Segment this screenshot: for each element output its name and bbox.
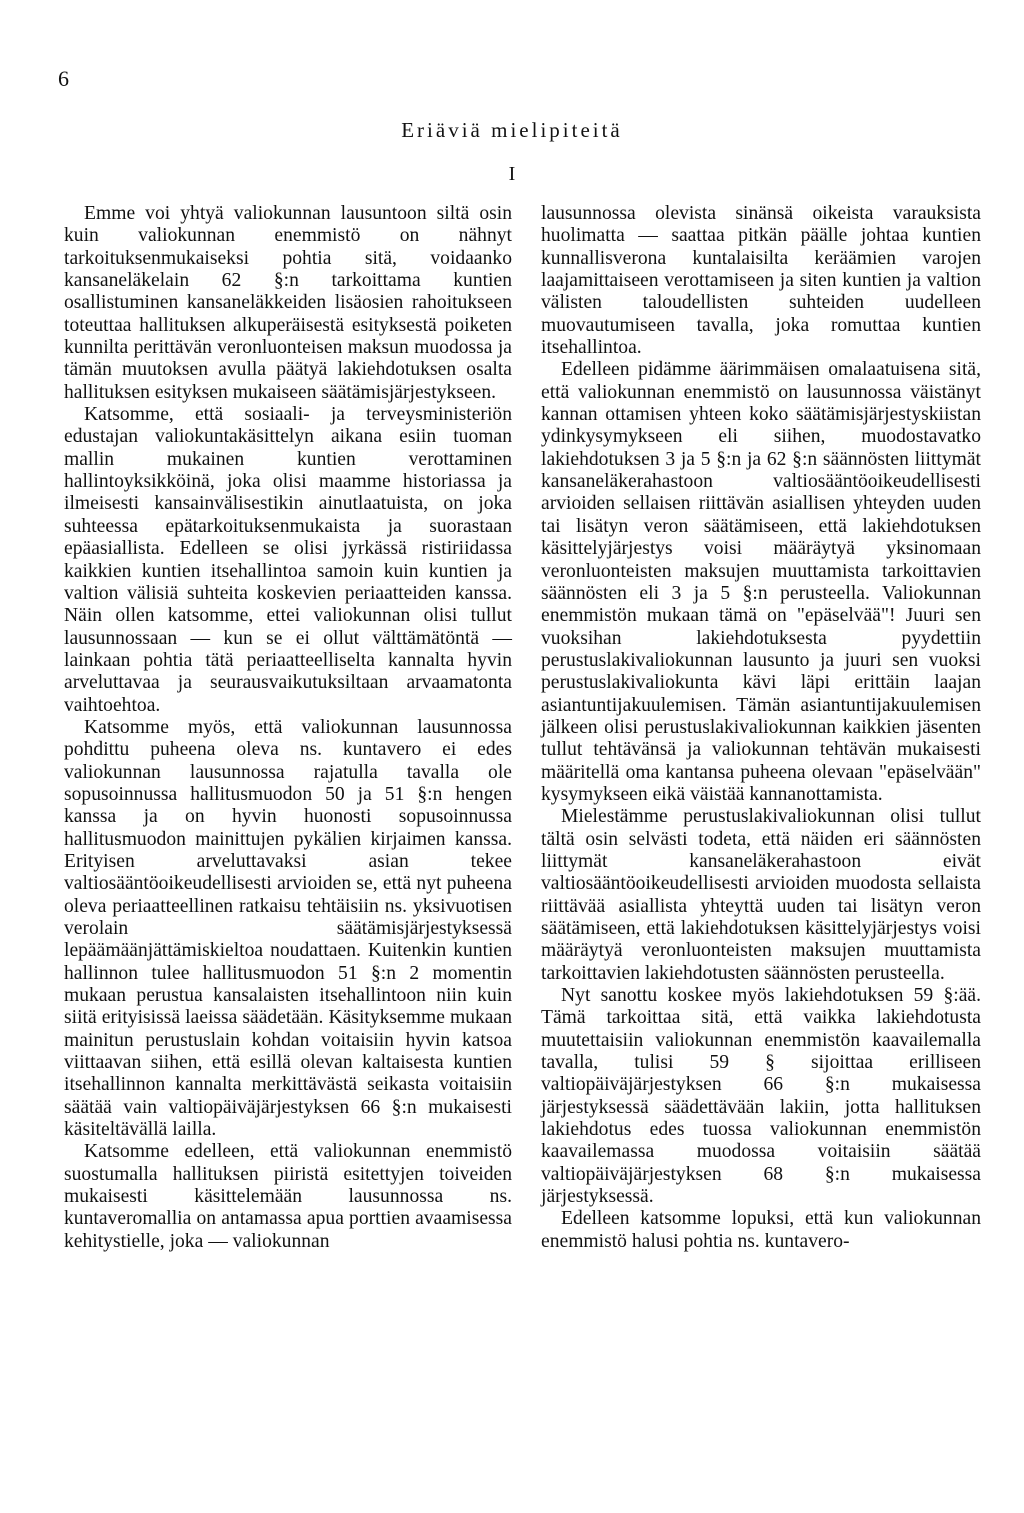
paragraph-continuation: lausunnossa olevista sinänsä oikeista varauksista huolimatta — saattaa pitkän päälle johtaa kuntien kunnallisverona kuntalaisilta keräämien varojen laajamittaiseen verottamiseen ja siten kuntien ja valtion välisten taloudellisten suhteiden uudelleen muovautumiseen tavalla, joka romuttaa kuntien itsehallintoa.: [541, 203, 981, 359]
section-number: I: [508, 163, 516, 185]
paragraph: Katsomme, että sosiaali- ja terveysministeriön edustajan valiokuntakäsittelyn aikana esiin tuoman mallin mukainen kuntien verottaminen hallintoyksikköinä, joka olisi maamme historiassa ja ilmeisesti kansainvälisestikin ainutlaatuista, on joka suhteessa epätarkoituksenmukaista ja suorastaan epäasiallista. Edelleen se olisi jyrkässä ristiriidassa kaikkien kuntien itsehallintoa samoin kuin kuntien ja valtion välisiä suhteita koskevien periaatteiden kanssa. Näin ollen katsomme, ettei valiokunnan olisi tullut lausunnossaan — kun se ei ollut välttämätöntä — lainkaan pohtia tätä periaatteelliselta kannalta hyvin arveluttavaa ja seurausvaikutuksiltaan arvaamatonta vaihtoehtoa.: [64, 404, 512, 716]
paragraph: Mielestämme perustuslakivaliokunnan olisi tullut tältä osin selvästi todeta, että näiden eri säännösten liittymät kansaneläkerahastoon eivät valtiosääntöoikeudellisesti arvioiden muodosta sellaista riittävää asiallista yhteyttä uuden tai lisätyn veron säätämiseen, että lakiehdotuksen käsittelyjärjestys voisi määräytyä veronluonteisten maksujen muuttamista tarkoittavien lakiehdotusten säännösten perusteella.: [541, 806, 981, 984]
page-number: 6: [58, 66, 69, 91]
paragraph: Nyt sanottu koskee myös lakiehdotuksen 59 §:ää. Tämä tarkoittaa sitä, että vaikka lakiehdotusta muutettaisiin valiokunnan enemmistön kaavailemalla tavalla, tulisi 59 § sijoittaa erilliseen valtiopäiväjärjestyksen 66 §:n mukaisessa järjestyksessä säädettävään lakiin, jotta hallituksen lakiehdotus edes tuossa valiokunnan enemmistön kaavailemassa muodossa voitaisiin säätää valtiopäiväjärjestyksen 68 §:n mukaisessa järjestyksessä.: [541, 985, 981, 1208]
paragraph: Edelleen katsomme lopuksi, että kun valiokunnan enemmistö halusi pohtia ns. kuntavero-: [541, 1208, 981, 1252]
paragraph: Edelleen pidämme äärimmäisen omalaatuisena sitä, että valiokunnan enemmistö on lausunnossa väistänyt kannan ottamisen yhteen koko säätämisjärjestyskiistan ydinkysymykseen eli siihen, muodostavatko lakiehdotuksen 3 ja 5 §:n ja 62 §:n säännösten liittymät kansaneläkerahastoon valtiosääntöoikeudellisesti arvioiden sellaisen riittävän asiallisen yhteyden uuden tai lisätyn veron säätämiseen, että lakiehdotuksen käsittelyjärjestys voisi määräytyä yksinomaan veronluonteisten maksujen muuttamista tarkoittavien säännösten eli 3 ja 5 §:n perusteella. Valiokunnan enemmistön mukaan tämä on "epäselvää"! Juuri sen vuoksihan lakiehdotuksesta pyydettiin perustuslakivaliokunnan lausunto ja juuri sen vuoksi perustuslakivaliokunta kävi läpi erittäin laajan asiantuntijakuulemisen. Tämän asiantuntijakuulemisen jälkeen olisi perustuslakivaliokunnan kaikkien jäsenten tullut tehtävänsä ja valiokunnan tehtävän mukaisesti määritellä oma kantansa puheena olevaan "epäselvään" kysymykseen eikä väistää kannanottamista.: [541, 359, 981, 805]
paragraph: Emme voi yhtyä valiokunnan lausuntoon siltä osin kuin valiokunnan enemmistö on nähnyt tarkoituksenmukaiseksi pohtia sitä, voidaanko kansaneläkelain 62 §:n tarkoittama kuntien osallistuminen kansaneläkkeiden lisäosien rahoitukseen toteuttaa hallituksen alkuperäisestä esityksestä poiketen kunnilta perittävän veronluonteisen maksun muodossa ja tämän muutoksen avulla päätyä lakiehdotuksen osalta hallituksen esityksen mukaiseen säätämisjärjestykseen.: [64, 203, 512, 403]
section-title: Eriäviä mielipiteitä: [401, 118, 623, 142]
left-column: [64, 203, 512, 1253]
right-column: [541, 203, 981, 1253]
paragraph: Katsomme myös, että valiokunnan lausunnossa pohdittu puheena oleva ns. kuntavero ei edes valiokunnan lausunnossa rajatulla tavalla ole sopusoinnussa hallitusmuodon 50 ja 51 §:n hengen kanssa ja on hyvin huonosti sopusoinnussa hallitusmuodon mainittujen pykälien kirjaimen kanssa. Erityisen arveluttavaksi asian tekee valtiosääntöoikeudellisesti arvioiden se, että nyt puheena oleva periaatteellinen ratkaisu tehtäisiin ns. yksivuotisen verolain säätämisjärjestyksessä lepäämäänjättämiskieltoa noudattaen. Kuitenkin kuntien hallinnon tulee hallitusmuodon 51 §:n 2 momentin mukaan perustua kansalaisten itsehallintoon niin kuin siitä erityisissä laeissa säädetään. Käsityksemme mukaan mainitun perustuslain kohdan voitaisiin hyvin katsoa viittaavan siihen, että esillä olevan kaltaisesta kuntien itsehallinnon kannalta merkittävästä seikasta voitaisiin säätää vain valtiopäiväjärjestyksen 66 §:n mukaisesti käsiteltävällä lailla.: [64, 716, 512, 1141]
paragraph: Katsomme edelleen, että valiokunnan enemmistö suostumalla hallituksen piiristä esitettyjen toiveiden mukaisesti käsittelemään lausunnossa ns. kuntaveromallia on antamassa apua porttien avaamisessa kehitystielle, joka — valiokunnan: [64, 1141, 512, 1252]
